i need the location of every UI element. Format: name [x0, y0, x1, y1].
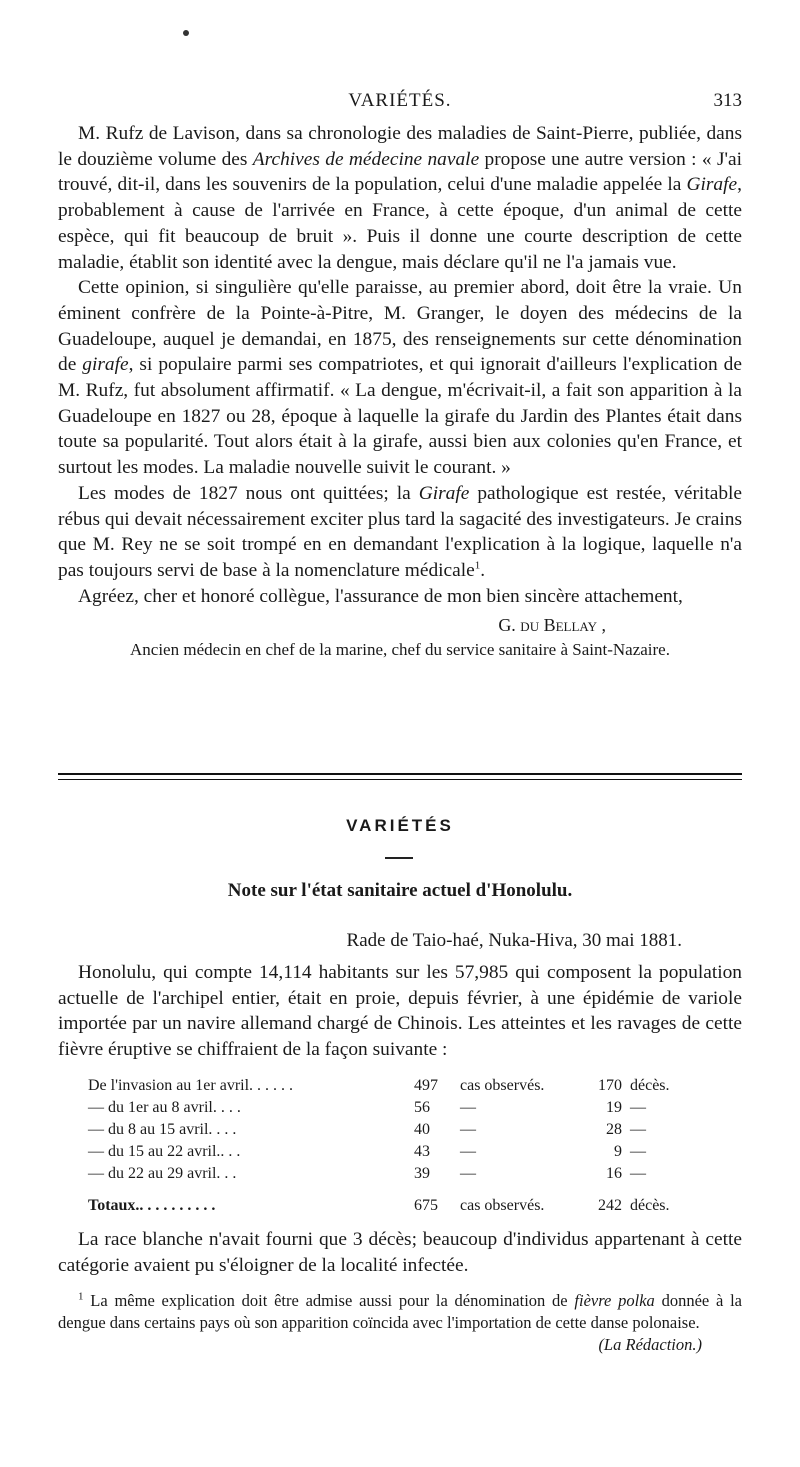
smallpox-stats-table — [58, 1077, 670, 1219]
period-cell: — du 1er au 8 avril. . . . — [88, 1098, 241, 1116]
letter-body — [58, 121, 742, 660]
cases-count: 56 — [414, 1098, 430, 1116]
footnote-credit: (La Rédaction.) — [598, 1335, 702, 1355]
journal-title: Archives de médecine navale — [252, 148, 480, 170]
deaths-label: — — [630, 1098, 646, 1116]
period-cell: — du 22 au 29 avril. . . — [88, 1164, 237, 1182]
deaths-label: — — [630, 1164, 646, 1182]
deaths-label: — — [630, 1120, 646, 1138]
note-paragraph-1: Honolulu, qui compte 14,114 habitants sur les 57,985 qui composent la population actuelle de l'archipel entier, était en proie, depuis février, à une épidémie de variole importée par un navire allemand chargé de Chinois. Les atteintes et les ravages de cette fièvre éruptive se chiffraient de la façon suivante : — [58, 962, 742, 1061]
cases-label: — — [460, 1142, 476, 1160]
period-cell: — du 15 au 22 avril.. . . — [88, 1142, 241, 1160]
term-girafe: girafe — [82, 354, 129, 376]
footnote-marker: 1 — [78, 1290, 84, 1303]
running-title: VARIÉTÉS. — [348, 90, 452, 111]
text-run: propose une autre version : « J'ai trouvé, dit-il, dans les souvenirs de la population, celui d'une maladie appelée la — [58, 148, 742, 196]
letter-paragraph-4: Agréez, cher et honoré collègue, l'assurance de mon bien sincère attachement, — [78, 585, 683, 607]
deaths-count: 170 — [598, 1076, 622, 1094]
footnote — [58, 1290, 742, 1355]
section-divider-thin — [58, 779, 742, 780]
text-run: donnée à la dengue dans certains pays où son apparition coïncida avec l'importation de cette danse polonaise. — [58, 1291, 742, 1333]
stats-table-body — [58, 1077, 670, 1219]
text-run: M. Rufz de Lavison, dans sa chronologie des maladies de Saint-Pierre, publiée, dans le douzième volume des — [58, 123, 742, 170]
deaths-count: 19 — [606, 1098, 622, 1116]
table-row — [58, 1077, 670, 1099]
text-run: . — [480, 559, 486, 581]
cases-label: — — [460, 1164, 476, 1182]
page-number: 313 — [713, 90, 742, 111]
text-run: , si populaire parmi ses compatriotes, et qui ignorait d'ailleurs l'explication de M. Rufz, fut absolument affirmatif. « La dengue, m'écrivait-il, a fait son apparition à la Guadeloupe en 1827 ou 28, époque à laquelle la girafe du Jardin des Plantes était dans toute sa popularité. Tout alors était à la girafe, aussi bien aux colonies qu'en France, et surtout les modes. La maladie nouvelle suivit le courant. » — [58, 354, 742, 479]
cases-count: 39 — [414, 1164, 430, 1182]
table-row — [58, 1121, 670, 1143]
section-title: VARIÉTÉS — [346, 816, 454, 835]
title-rule — [385, 857, 413, 859]
table-total-row — [58, 1187, 670, 1219]
text-run: Cette opinion, si singulière qu'elle paraisse, au premier abord, doit être la vraie. Un éminent confrère de la Pointe-à-Pitre, M. Granger, le doyen des médecins de la Guadeloupe, auquel je demandai, en 1875, des renseignements sur cette dénomination de — [58, 277, 742, 376]
cases-count: 675 — [414, 1196, 438, 1214]
period-cell: De l'invasion au 1er avril. . . . . . — [88, 1076, 294, 1094]
letter-paragraph-3 — [58, 481, 742, 584]
table-row — [58, 1099, 670, 1121]
text-run: , probablement à cause de l'arrivée en France, à cette époque, d'un animal de cette espèce, qui fit beaucoup de bruit ». Puis il donne une courte description de cette maladie, établit son identité avec la dengue, mais déclare qu'il ne l'a jamais vue. — [58, 174, 742, 273]
cases-label: cas observés. — [460, 1196, 545, 1214]
note-title: Note sur l'état sanitaire actuel d'Honolulu. — [227, 880, 573, 901]
deaths-count: 16 — [606, 1164, 622, 1182]
deaths-label: décès. — [630, 1196, 670, 1214]
footnote-term: fièvre polka — [574, 1291, 655, 1311]
running-header — [58, 90, 742, 118]
text-run: La même explication doit être admise aussi pour la dénomination de — [90, 1291, 575, 1311]
cases-count: 43 — [414, 1142, 430, 1160]
deaths-label: — — [630, 1142, 646, 1160]
deaths-count: 242 — [598, 1196, 622, 1214]
total-label: Totaux.. . . . . . . . . . — [88, 1196, 216, 1214]
cases-label: — — [460, 1098, 476, 1116]
note-body — [58, 960, 742, 1356]
term-girafe: Girafe — [418, 482, 470, 504]
period-cell: — du 8 au 15 avril. . . . — [88, 1120, 237, 1138]
term-girafe: Girafe — [686, 174, 738, 196]
deaths-count: 28 — [606, 1120, 622, 1138]
signature-role: Ancien médecin en chef de la marine, chef du service sanitaire à Saint-Nazaire. — [130, 640, 670, 660]
note-paragraph-2: La race blanche n'avait fourni que 3 décès; beaucoup d'individus appartenant à cette catégorie avaient pu s'éloigner de la localité infectée. — [58, 1228, 742, 1276]
ink-dot — [183, 30, 189, 36]
letter-paragraph-2 — [58, 275, 742, 481]
cases-label: — — [460, 1120, 476, 1138]
section-divider-thick — [58, 773, 742, 775]
signature-name: G. du Bellay , — [498, 615, 606, 636]
cases-count: 40 — [414, 1120, 430, 1138]
footnote-ref: 1 — [474, 559, 481, 572]
deaths-label: décès. — [630, 1076, 670, 1094]
cases-count: 497 — [414, 1076, 438, 1094]
table-row — [58, 1143, 670, 1165]
deaths-count: 9 — [614, 1142, 622, 1160]
text-run: pathologique est restée, véritable rébus qui devait nécessairement exciter plus tard la sagacité des investigateurs. Je crains que M. Rey ne se soit trompé en en demandant l'explication à la logique, laquelle n'a pas toujours servi de base à la nomenclature médicale — [58, 482, 743, 581]
table-row — [58, 1165, 670, 1187]
text-run: Les modes de 1827 nous ont quittées; la — [78, 482, 419, 504]
letter-paragraph-1 — [58, 121, 742, 275]
dateline: Rade de Taio-haé, Nuka-Hiva, 30 mai 1881. — [346, 930, 682, 951]
cases-label: cas observés. — [460, 1076, 545, 1094]
